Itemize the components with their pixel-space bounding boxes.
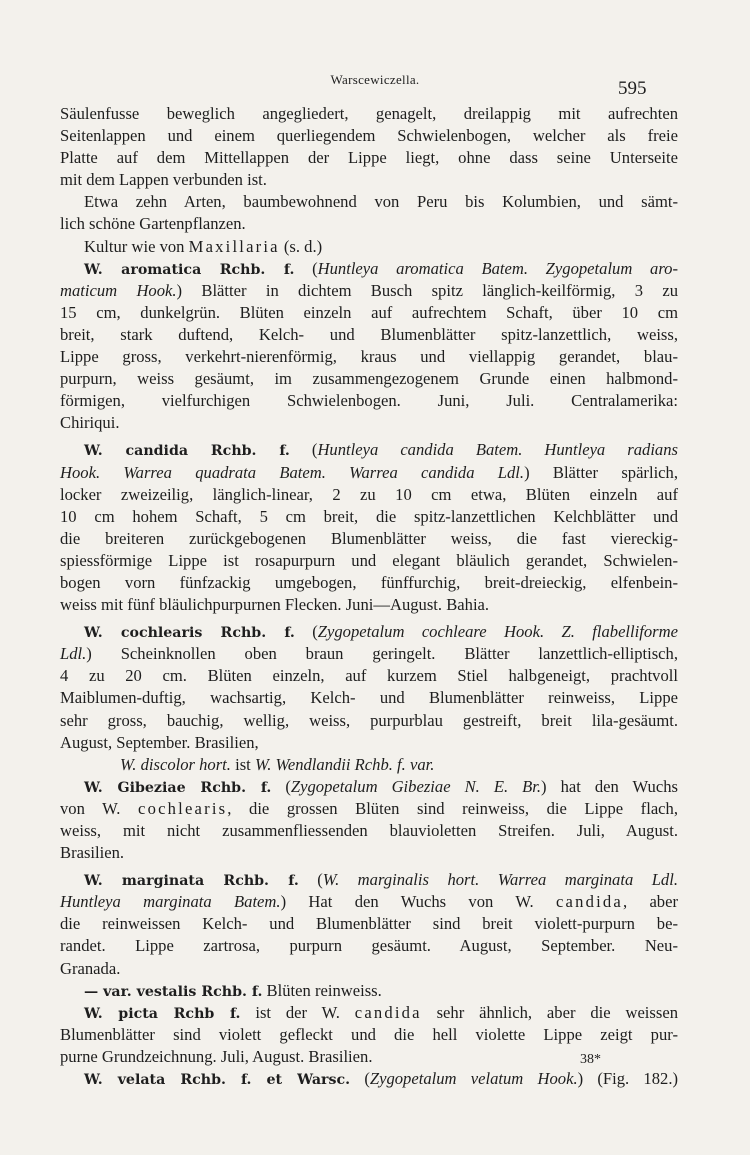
text-line bbox=[60, 191, 678, 213]
text-run: candida bbox=[354, 1002, 422, 1022]
running-title: Warscewiczella. bbox=[330, 72, 420, 87]
synonym-text: W. marginalis hort. Warrea marginata Ldl. bbox=[322, 870, 678, 890]
text-line bbox=[60, 869, 678, 891]
text-run: Säulenfusse beweglich angegliedert, genagelt, dreilappig mit aufrechten bbox=[60, 104, 678, 123]
text-line bbox=[60, 665, 678, 687]
text-line bbox=[60, 572, 678, 594]
text-line bbox=[60, 236, 678, 258]
text-run: Granada. bbox=[60, 958, 121, 978]
synonym-text: maticum Hook. bbox=[60, 280, 177, 300]
text-line bbox=[60, 776, 678, 798]
body-text bbox=[60, 103, 678, 1090]
text-run: weiss mit fünf bläulichpurpurnen Flecken. Juni—August. Bahia. bbox=[60, 595, 490, 615]
species-name: — var. vestalis Rchb. f. bbox=[84, 983, 263, 1000]
text-line bbox=[60, 169, 678, 191]
text-line bbox=[60, 324, 678, 346]
text-line bbox=[60, 147, 678, 169]
text-line bbox=[60, 528, 678, 550]
text-line bbox=[60, 1024, 678, 1046]
text-run: Chiriqui. bbox=[60, 413, 120, 433]
text-run: Etwa zehn Arten, baumbewohnend von Peru bis Kolumbien, und sämt- bbox=[84, 192, 678, 212]
text-line bbox=[60, 506, 678, 528]
text-run: ) Blätter in dichtem Busch spitz länglich-keilförmig, 3 zu bbox=[176, 280, 678, 300]
text-line bbox=[60, 643, 678, 665]
text-line bbox=[60, 103, 678, 125]
species-name: W. picta Rchb f. bbox=[84, 1005, 241, 1022]
text-run: die reinweissen Kelch- und Blumenblätter sind breit violett-purpurn be- bbox=[60, 914, 678, 934]
text-run: ) hat den Wuchs bbox=[541, 776, 678, 796]
text-line bbox=[60, 710, 678, 732]
synonym-text: Hook. Warrea quadrata Batem. Warrea candida Ldl. bbox=[60, 462, 525, 482]
text-line bbox=[60, 798, 678, 820]
text-run: ) Hat den Wuchs von W. bbox=[280, 892, 556, 912]
text-line bbox=[60, 390, 678, 412]
text-run: ist bbox=[230, 754, 255, 774]
text-run: förmigen, vielfurchigen Schwielenbogen. Juni, Juli. Centralamerika: bbox=[60, 391, 678, 411]
text-run: mit dem Lappen verbunden ist. bbox=[60, 170, 267, 190]
synonym-text: Zygopetalum Gibeziae N. E. Br. bbox=[290, 776, 542, 796]
text-line bbox=[60, 842, 678, 864]
synonym-text: W. discolor hort. bbox=[120, 754, 231, 774]
synonym-text: Zygopetalum cochleare Hook. Z. flabelliforme bbox=[317, 622, 678, 642]
species-name: W. cochlearis Rchb. f. bbox=[84, 625, 295, 642]
text-run: Brasilien. bbox=[60, 843, 125, 863]
text-line bbox=[60, 958, 678, 980]
text-line bbox=[60, 125, 678, 147]
text-run: locker zweizeilig, länglich-linear, 2 zu 10 cm etwa, Blüten einzeln auf bbox=[60, 484, 678, 504]
text-run: ( bbox=[298, 870, 323, 890]
text-line bbox=[60, 280, 678, 302]
text-run: weiss, mit nicht zusammenfliessenden blauvioletten Streifen. Juli, August. bbox=[60, 821, 678, 840]
text-run: Seitenlappen und einem querliegendem Schwielenbogen, welcher als freie bbox=[60, 126, 678, 146]
text-line bbox=[60, 891, 678, 913]
text-run: (s. d.) bbox=[279, 236, 323, 256]
text-run: purne Grundzeichnung. Juli, August. Brasilien. bbox=[60, 1046, 373, 1066]
text-run: von W. bbox=[60, 798, 139, 818]
text-line bbox=[60, 1068, 678, 1090]
synonym-text: Huntleya marginata Batem. bbox=[60, 892, 281, 912]
text-run: ist der W. bbox=[240, 1002, 355, 1022]
text-run: Blumenblätter sind violett gefleckt und die hell violette Lippe zeigt pur- bbox=[60, 1024, 678, 1044]
text-run: sehr gross, bauchig, wellig, weiss, purpurblau gestreift, breit lila-gesäumt. bbox=[60, 710, 678, 730]
text-run: spiessförmige Lippe ist rosapurpurn und elegant bläulich gerandet, Schwielen- bbox=[60, 550, 678, 570]
text-line bbox=[60, 484, 678, 506]
text-run: , die grossen Blüten sind reinweiss, die Lippe flach, bbox=[227, 798, 678, 818]
text-run: lich schöne Gartenpflanzen. bbox=[60, 214, 246, 234]
text-run: cochlearis bbox=[138, 798, 228, 818]
text-line bbox=[60, 754, 678, 776]
text-run: 4 zu 20 cm. Blüten einzeln, auf kurzem Stiel halbgeneigt, prachtvoll bbox=[60, 666, 678, 686]
text-run: 15 cm, dunkelgrün. Blüten einzeln auf aufrechtem Schaft, über 10 cm bbox=[60, 302, 678, 322]
text-line bbox=[60, 213, 678, 235]
signature-mark: 38* bbox=[580, 1052, 601, 1067]
text-run: ( bbox=[294, 258, 318, 278]
text-run: 10 cm hohem Schaft, 5 cm breit, die spitz-lanzettlichen Kelchblätter und bbox=[60, 506, 678, 526]
text-run: Platte auf dem Mittellappen der Lippe liegt, ohne dass seine Unterseite bbox=[60, 148, 678, 168]
text-line bbox=[60, 594, 678, 616]
text-line bbox=[60, 687, 678, 709]
text-line bbox=[60, 820, 678, 842]
synonym-text: Huntleya aromatica Batem. Zygopetalum aro- bbox=[317, 258, 678, 278]
text-run: ( bbox=[289, 440, 318, 460]
text-run: Maxillaria bbox=[188, 236, 280, 256]
text-line bbox=[60, 462, 678, 484]
text-run: ( bbox=[271, 776, 291, 796]
species-name: W. candida Rchb. f. bbox=[84, 443, 290, 460]
text-run: ( bbox=[294, 622, 318, 642]
text-run: breit, stark duftend, Kelch- und Blumenblätter spitz-lanzettlich, weiss, bbox=[60, 324, 678, 344]
page-number: 595 bbox=[618, 78, 647, 99]
synonym-text: Ldl. bbox=[60, 644, 87, 664]
text-line bbox=[60, 439, 678, 461]
text-line bbox=[60, 621, 678, 643]
text-line bbox=[60, 1002, 678, 1024]
text-line bbox=[60, 412, 678, 434]
text-line bbox=[60, 935, 678, 957]
text-run: ) (Fig. 182.) bbox=[577, 1069, 678, 1089]
text-run: sehr ähnlich, aber die weissen bbox=[421, 1002, 678, 1022]
text-line bbox=[60, 258, 678, 280]
text-run: Lippe gross, verkehrt-nierenförmig, kraus und viellappig gerandet, blau- bbox=[60, 347, 678, 367]
species-name: W. velata Rchb. f. et Warsc. bbox=[84, 1072, 351, 1089]
species-name: W. marginata Rchb. f. bbox=[84, 873, 299, 890]
synonym-text: Zygopetalum velatum Hook. bbox=[369, 1069, 578, 1089]
text-run: randet. Lippe zartrosa, purpurn gesäumt. August, September. Neu- bbox=[60, 936, 678, 956]
text-run: August, September. Brasilien, bbox=[60, 732, 259, 752]
text-run: candida bbox=[555, 892, 623, 912]
text-run: Blüten reinweiss. bbox=[262, 980, 382, 1000]
text-line bbox=[60, 913, 678, 935]
text-run: ) Scheinknollen oben braun geringelt. Blätter lanzettlich-elliptisch, bbox=[86, 644, 678, 664]
text-run: die breiteren zurückgebogenen Blumenblätter weiss, die fast viereckig- bbox=[60, 528, 678, 548]
text-run: Maiblumen-duftig, wachsartig, Kelch- und Blumenblätter reinweiss, Lippe bbox=[60, 688, 678, 708]
species-name: W. aromatica Rchb. f. bbox=[84, 261, 295, 278]
text-line bbox=[60, 302, 678, 324]
text-run: purpurn, weiss gesäumt, im zusammengezogenem Grunde einen halbmond- bbox=[60, 369, 678, 389]
text-run: , aber bbox=[622, 892, 678, 912]
text-line bbox=[60, 980, 678, 1002]
text-line bbox=[60, 346, 678, 368]
text-line bbox=[60, 550, 678, 572]
text-run: bogen vorn fünfzackig umgebogen, fünffurchig, breit-dreieckig, elfenbein- bbox=[60, 572, 678, 592]
synonym-text: Huntleya candida Batem. Huntleya radians bbox=[317, 440, 678, 460]
synonym-text: W. Wendlandii Rchb. f. var. bbox=[254, 754, 435, 774]
text-run: Kultur wie von bbox=[84, 236, 189, 256]
text-line bbox=[60, 368, 678, 390]
text-run: ) Blätter spärlich, bbox=[524, 462, 678, 482]
text-line bbox=[60, 732, 678, 754]
species-name: W. Gibeziae Rchb. f. bbox=[84, 779, 272, 796]
text-run: ( bbox=[350, 1069, 370, 1089]
